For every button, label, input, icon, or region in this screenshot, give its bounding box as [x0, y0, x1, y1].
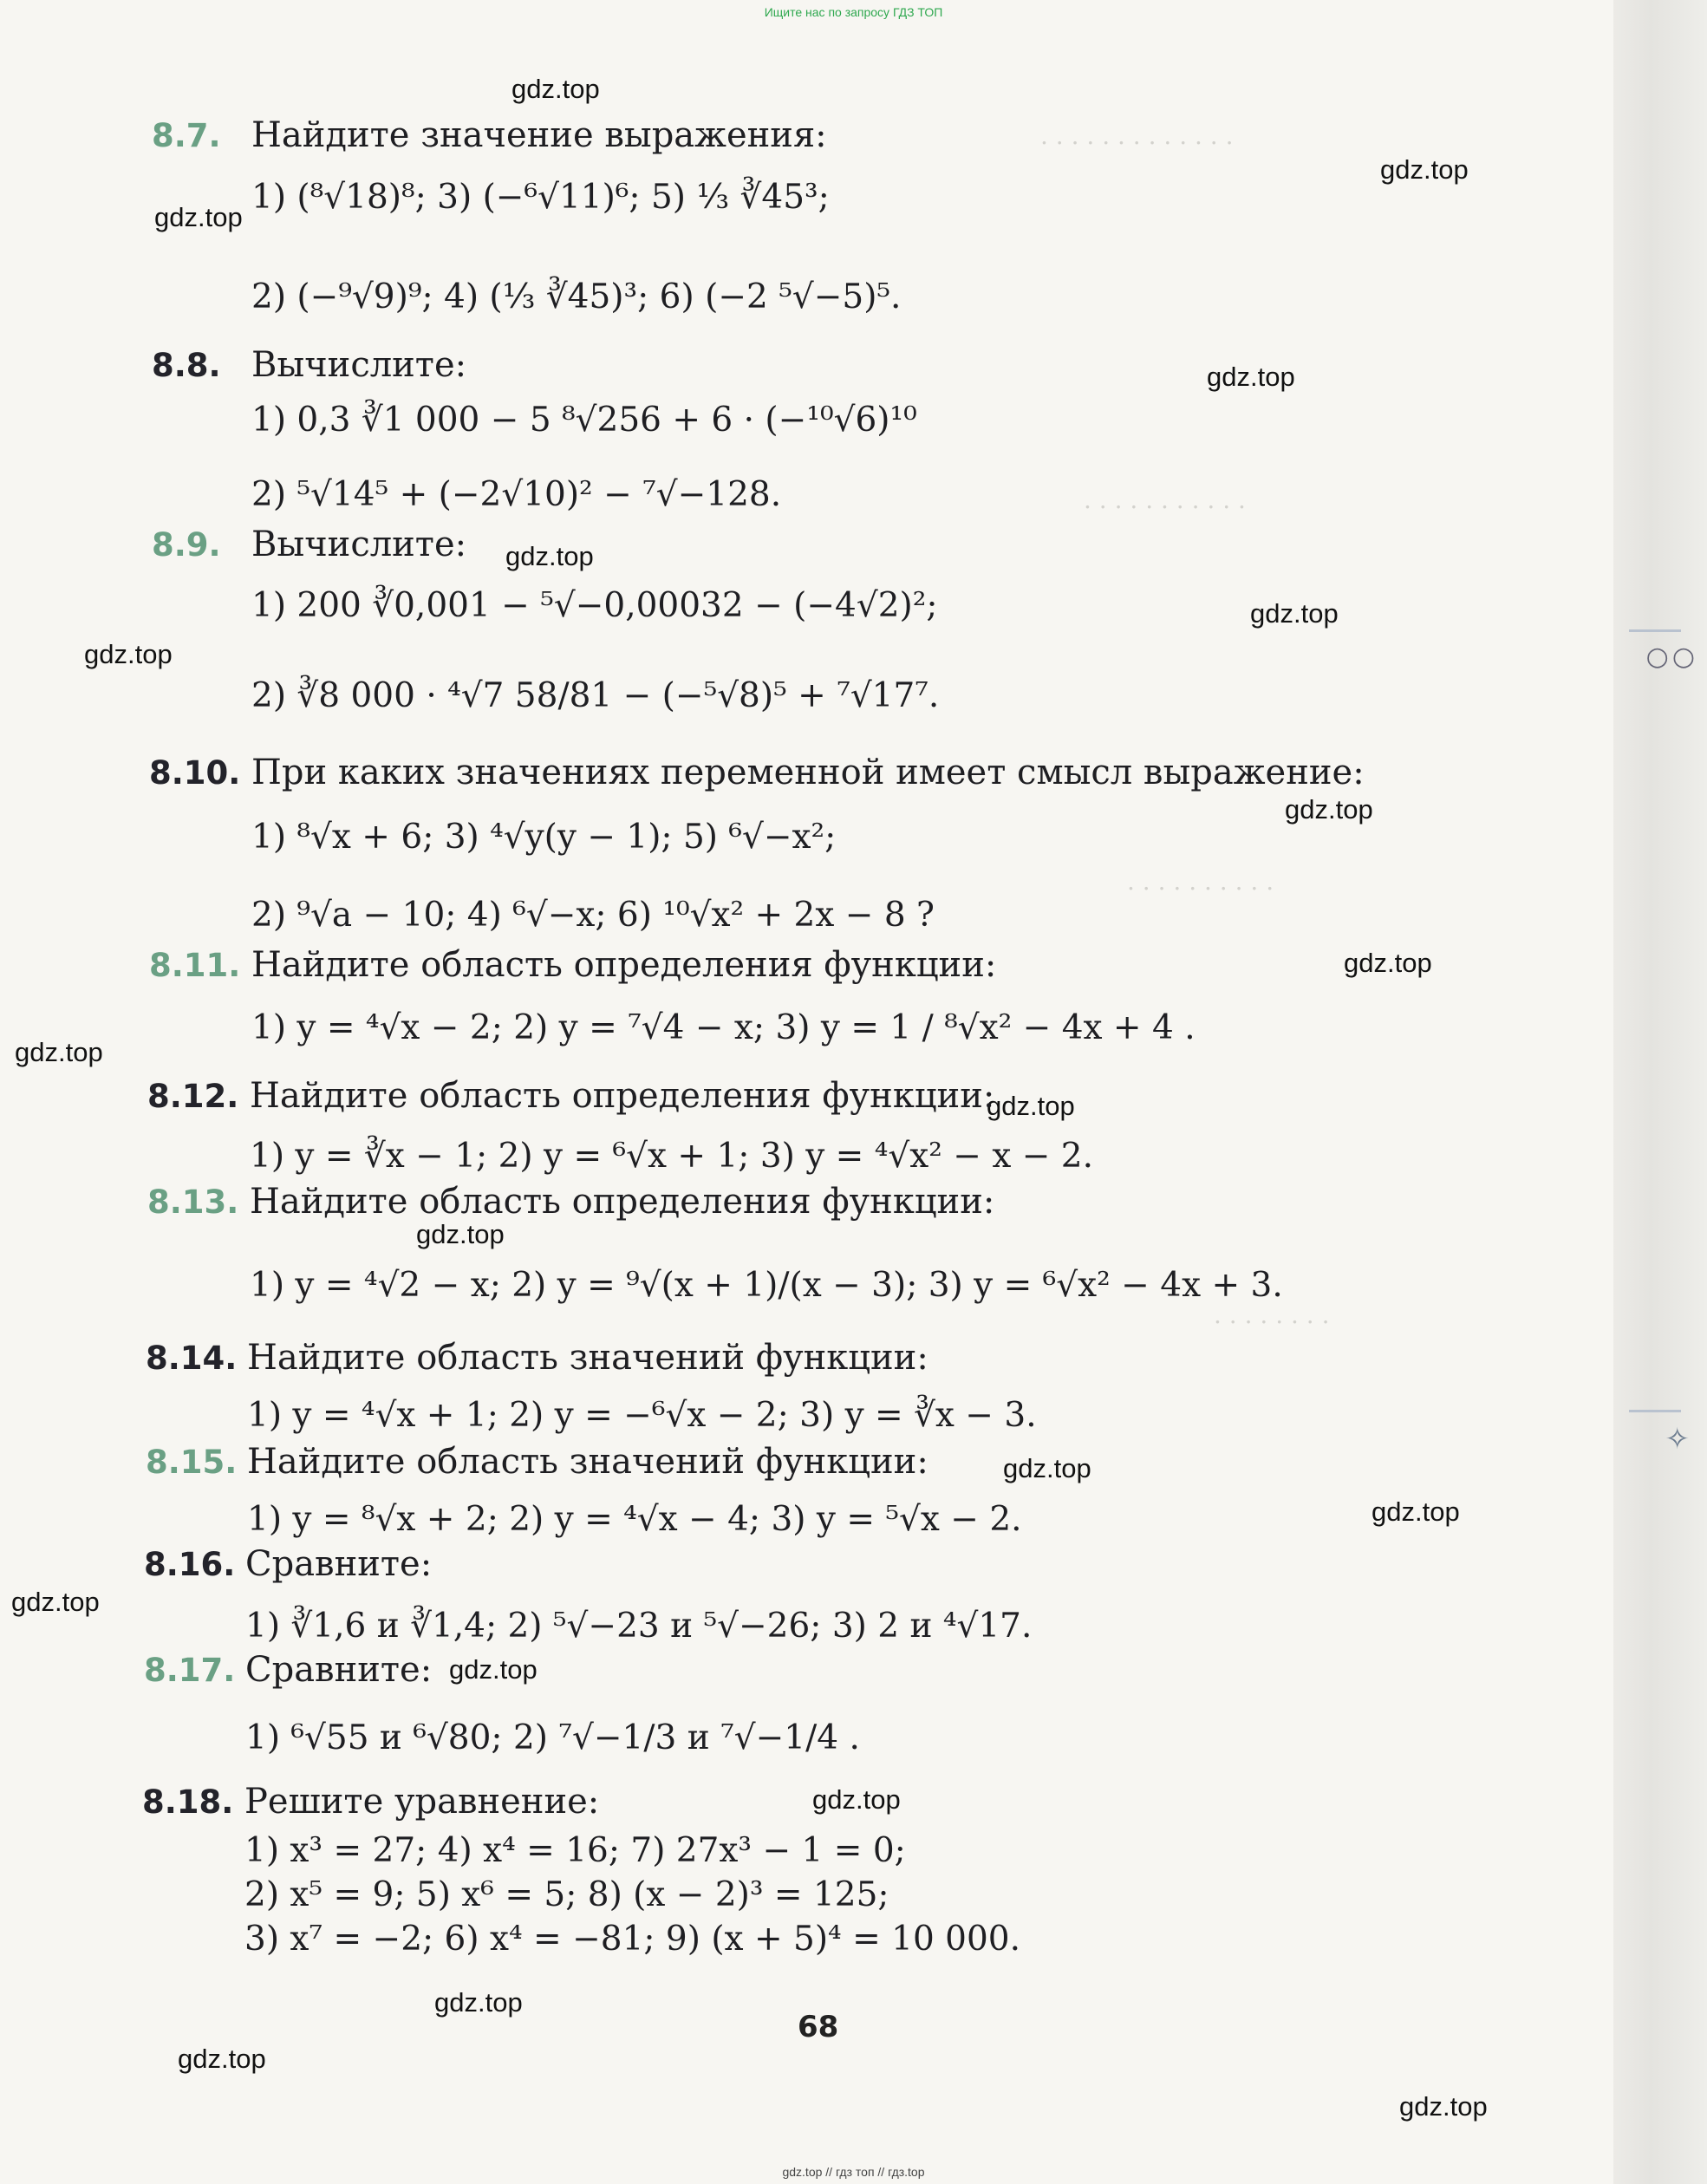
exercise-line: 3) x⁷ = −2; 6) x⁴ = −81; 9) (x + 5)⁴ = 10 000. — [244, 1920, 1021, 1959]
exercise-title: Найдите значение выражения: — [251, 115, 827, 155]
exercise-number: 8.9. — [152, 526, 221, 564]
exercise-title: Найдите область значений функции: — [247, 1338, 928, 1378]
exercise-title: Найдите область значений функции: — [247, 1442, 928, 1482]
exercise-number: 8.16. — [144, 1546, 236, 1583]
exercise-line: 1) 200 ∛0,001 − ⁵√−0,00032 − (−4√2)²; — [251, 586, 938, 625]
exercise-number: 8.7. — [152, 117, 221, 154]
exercise-number: 8.17. — [144, 1652, 236, 1689]
exercise-number: 8.18. — [142, 1783, 234, 1821]
exercise-title: Сравните: — [245, 1650, 433, 1690]
watermark: gdz.top — [449, 1654, 538, 1685]
exercise-line: 2) ∛8 000 · ⁴√7 58/81 − (−⁵√8)⁵ + ⁷√17⁷. — [251, 676, 940, 715]
show-through-text: . . . . . . . . — [1214, 1301, 1330, 1329]
watermark: gdz.top — [178, 2044, 266, 2074]
exercise-line: 2) x⁵ = 9; 5) x⁶ = 5; 8) (x − 2)³ = 125; — [244, 1875, 889, 1914]
watermark: gdz.top — [416, 1219, 505, 1249]
exercise-title: При каких значениях переменной имеет смысл выражение: — [251, 753, 1365, 792]
exercise-title: Найдите область определения функции: — [250, 1182, 995, 1222]
watermark: gdz.top — [434, 1987, 523, 2018]
page-decoration-dots: ○○ — [1645, 642, 1698, 672]
exercise-line: 1) y = ⁸√x + 2; 2) y = ⁴√x − 4; 3) y = ⁵√x − 2. — [247, 1500, 1022, 1539]
margin-line — [1629, 1410, 1681, 1412]
watermark: gdz.top — [1207, 362, 1295, 392]
watermark: gdz.top — [1399, 2091, 1488, 2122]
watermark: gdz.top — [1003, 1453, 1091, 1483]
exercise-number: 8.15. — [146, 1444, 238, 1481]
watermark: gdz.top — [1344, 948, 1432, 978]
exercise-line: 1) x³ = 27; 4) x⁴ = 16; 7) 27x³ − 1 = 0; — [244, 1831, 906, 1870]
show-through-text: . . . . . . . . . . . — [1084, 486, 1246, 514]
show-through-text: . . . . . . . . . . — [1127, 867, 1274, 896]
watermark: gdz.top — [505, 541, 594, 571]
watermark: gdz.top — [1285, 794, 1373, 825]
exercise-title: Найдите область определения функции: — [251, 945, 997, 985]
exercise-line: 1) y = ⁴√2 − x; 2) y = ⁹√(x + 1)/(x − 3); 3) y = ⁶√x² − 4x + 3. — [250, 1266, 1283, 1305]
exercise-line: 1) ∛1,6 и ∛1,4; 2) ⁵√−23 и ⁵√−26; 3) 2 и ⁴√17. — [245, 1607, 1033, 1646]
exercise-title: Решите уравнение: — [244, 1782, 600, 1822]
watermark: gdz.top — [1371, 1496, 1460, 1527]
watermark: gdz.top — [987, 1091, 1075, 1121]
exercise-number: 8.14. — [146, 1340, 238, 1377]
exercise-line: 2) ⁹√a − 10; 4) ⁶√−x; 6) ¹⁰√x² + 2x − 8 ? — [251, 896, 935, 935]
page-gutter — [1613, 0, 1707, 2184]
exercise-line: 1) 0,3 ∛1 000 − 5 ⁸√256 + 6 · (−¹⁰√6)¹⁰ — [251, 401, 917, 440]
exercise-number: 8.12. — [147, 1078, 239, 1115]
watermark: gdz.top — [154, 202, 243, 232]
watermark: gdz.top — [84, 639, 173, 669]
watermark: gdz.top — [511, 74, 600, 104]
exercise-line: 1) (⁸√18)⁸; 3) (−⁶√11)⁶; 5) ¹⁄₃ ∛45³; — [251, 178, 830, 217]
margin-line — [1629, 629, 1681, 632]
exercise-line: 2) ⁵√14⁵ + (−2√10)² − ⁷√−128. — [251, 475, 782, 514]
exercise-number: 8.10. — [149, 754, 241, 792]
exercise-title: Вычислите: — [251, 525, 467, 564]
exercise-title: Вычислите: — [251, 345, 467, 385]
exercise-number: 8.8. — [152, 347, 221, 384]
exercise-line: 1) y = ⁴√x + 1; 2) y = −⁶√x − 2; 3) y = ∛x − 3. — [247, 1396, 1037, 1435]
exercise-line: 1) y = ⁴√x − 2; 2) y = ⁷√4 − x; 3) y = 1 / ⁸√x² − 4x + 4 . — [251, 1008, 1196, 1047]
top-banner: Ищите нас по запросу ГДЗ ТОП — [764, 5, 943, 19]
watermark: gdz.top — [1250, 598, 1339, 629]
exercise-line: 1) y = ∛x − 1; 2) y = ⁶√x + 1; 3) y = ⁴√x² − x − 2. — [250, 1137, 1094, 1176]
exercise-title: Сравните: — [245, 1544, 433, 1584]
exercise-number: 8.13. — [147, 1183, 239, 1221]
show-through-text: . . . . . . . . . . . . . — [1040, 121, 1234, 150]
page-number: 68 — [798, 2010, 839, 2044]
exercise-title: Найдите область определения функции: — [250, 1076, 995, 1116]
exercise-number: 8.11. — [149, 947, 241, 984]
exercise-line: 1) ⁶√55 и ⁶√80; 2) ⁷√−1/3 и ⁷√−1/4 . — [245, 1718, 860, 1757]
bottom-banner: gdz.top // гдз топ // гдз.top — [782, 2165, 925, 2179]
watermark: gdz.top — [11, 1587, 100, 1617]
watermark: gdz.top — [1380, 154, 1469, 185]
watermark: gdz.top — [15, 1037, 103, 1067]
exercise-line: 2) (−⁹√9)⁹; 4) (¹⁄₃ ∛45)³; 6) (−2 ⁵√−5)⁵. — [251, 277, 902, 316]
watermark: gdz.top — [812, 1784, 901, 1815]
exercise-line: 1) ⁸√x + 6; 3) ⁴√y(y − 1); 5) ⁶√−x²; — [251, 818, 837, 857]
star-icon: ✧ — [1665, 1422, 1690, 1457]
